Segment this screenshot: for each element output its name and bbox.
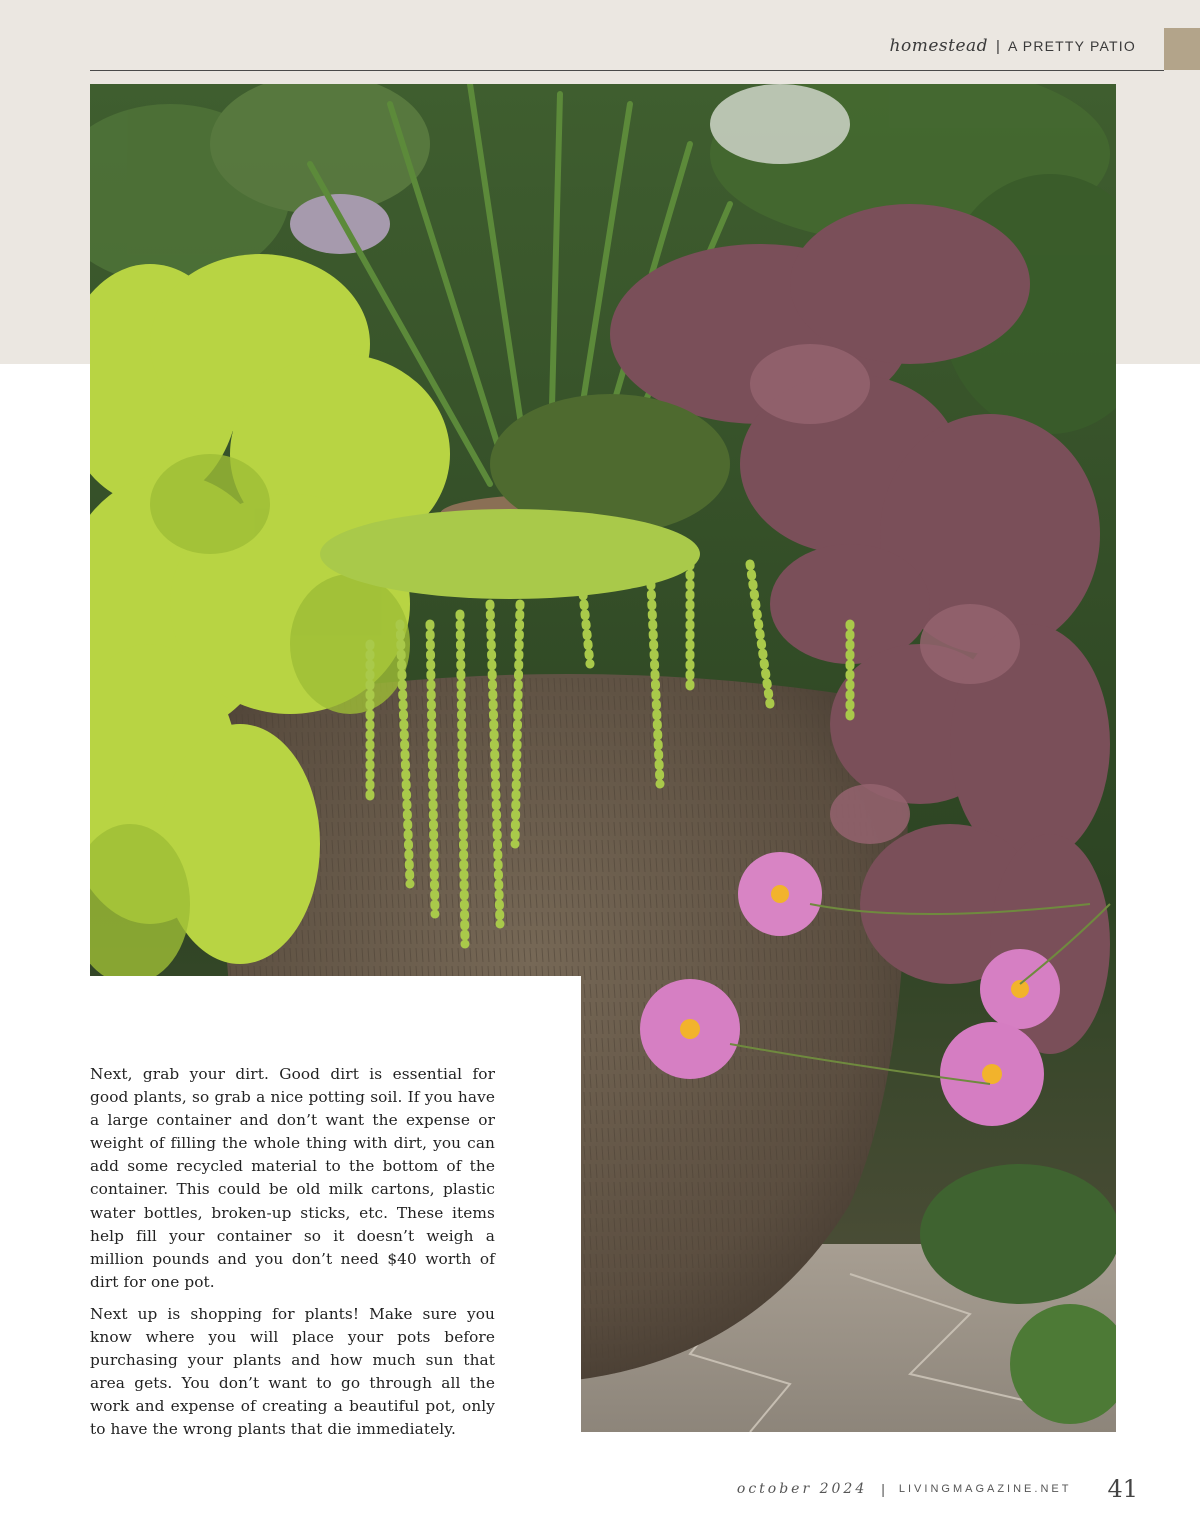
- website: LIVINGMAGAZINE.NET: [898, 1483, 1072, 1495]
- article-body: [90, 1063, 495, 1451]
- running-head: [890, 34, 1136, 58]
- footer-separator: |: [881, 1481, 885, 1497]
- paragraph: Next, grab your dirt. Good dirt is essential for good plants, so grab a nice potting soil. If you have a large container and don’t want the expense or weight of filling the whole thing with dirt, you can add some recycled material to the bottom of the container. This could be old milk cartons, plastic water bottles, broken-up sticks, etc. These items help fill your container so it doesn’t weigh a million pounds and you don’t need $40 worth of dirt for one pot.: [90, 1065, 495, 1291]
- issue-date: october 2024: [736, 1481, 868, 1497]
- section-color-tab: [1164, 28, 1200, 70]
- page-footer: [737, 1474, 1138, 1504]
- page-number: 41: [1107, 1475, 1138, 1503]
- section-name: homestead: [889, 36, 989, 56]
- article-title: A PRETTY PATIO: [1007, 38, 1136, 54]
- header-divider: [90, 70, 1164, 71]
- header-separator: |: [996, 37, 1000, 55]
- paragraph: Next up is shopping for plants! Make sure you know where you will place your pots before purchasing your plants and how much sun that area gets. You don’t want to go through all the work and expense of creating a beautiful pot, only to have the wrong plants that die immediately.: [90, 1304, 495, 1439]
